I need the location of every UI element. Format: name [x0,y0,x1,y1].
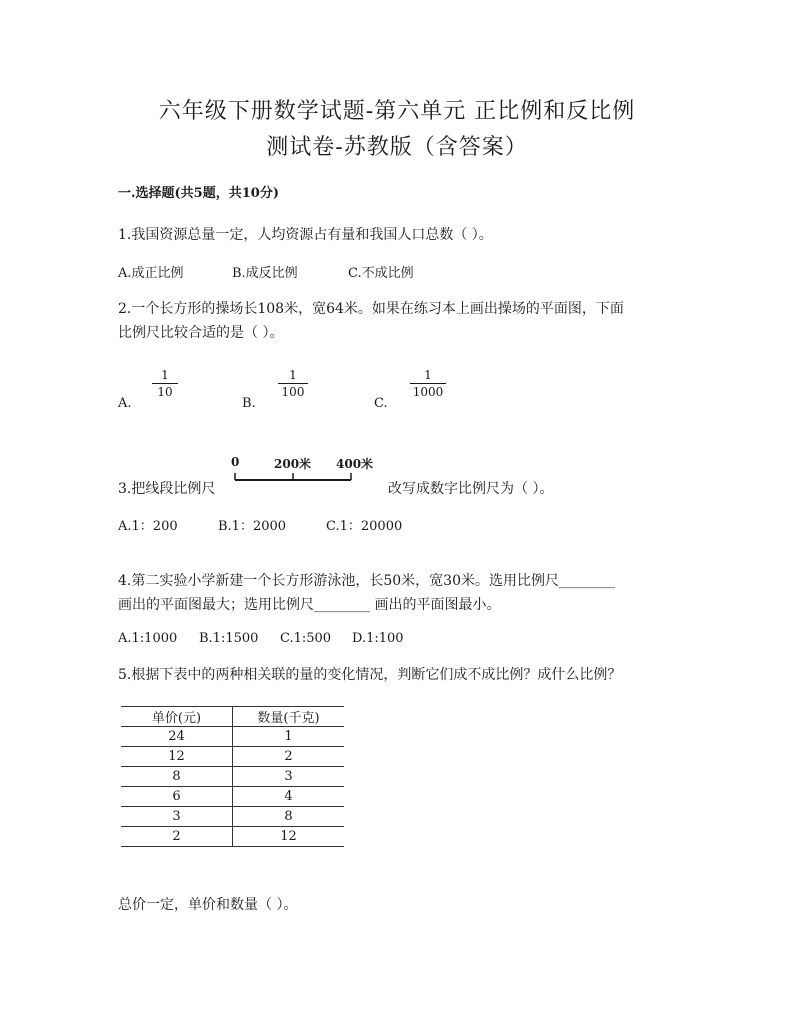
fraction-numerator: 1 [289,368,297,382]
q4-option-c: C.1:500 [280,631,332,646]
section-heading: 一.选择题(共5题，共10分) [118,186,279,201]
question-5-text: 5.根据下表中的两种相关联的量的变化情况，判断它们成不成比例？成什么比例？ [118,667,622,683]
q2-option-c-label: C. [374,396,388,411]
q2-option-a-label: A. [118,396,132,411]
cell-price: 12 [121,747,233,767]
scale-label-200: 200米 [274,457,312,471]
q2-option-c-fraction [410,368,446,399]
table-row [121,827,344,847]
q2-option-a-fraction [152,368,178,399]
q1-option-b: B.成反比例 [232,266,298,281]
price-quantity-table [121,706,344,847]
q4-option-d: D.1:100 [352,631,404,646]
table-row [121,807,344,827]
q2-option-b-label: B. [242,396,256,411]
question-3-prefix: 3.把线段比例尺 [118,481,216,497]
fraction-denominator: 100 [281,385,305,399]
q3-option-c: C.1：20000 [326,519,403,534]
cell-price: 2 [121,827,233,847]
question-4-line2: 画出的平面图最大；选用比例尺________ 画出的平面图最小。 [118,597,501,613]
header-quantity: 数量(千克) [233,707,345,727]
q1-option-c: C.不成比例 [348,266,414,281]
question-3-suffix: 改写成数字比例尺为（ ）。 [388,481,554,497]
cell-quantity: 12 [233,827,345,847]
cell-price: 24 [121,727,233,747]
fraction-denominator: 10 [157,385,173,399]
fraction-bar [278,383,308,384]
q3-option-b: B.1：2000 [218,519,287,534]
cell-price: 8 [121,767,233,787]
q4-option-a: A.1:1000 [118,631,178,646]
fraction-bar [152,383,178,384]
fraction-bar [410,383,446,384]
table-row [121,747,344,767]
scale-label-400: 400米 [336,457,374,471]
question-1-text: 1.我国资源总量一定，人均资源占有量和我国人口总数（ ）。 [118,227,493,243]
fraction-denominator: 1000 [412,385,444,399]
cell-quantity: 3 [233,767,345,787]
table-header-row [121,707,344,727]
question-2-line1: 2.一个长方形的操场长108米，宽64米。如果在练习本上画出操场的平面图，下面 [118,301,624,317]
cell-quantity: 4 [233,787,345,807]
table-row [121,727,344,747]
table-row [121,767,344,787]
fraction-numerator: 1 [161,368,169,382]
scale-label-0: 0 [231,455,240,469]
fraction-numerator: 1 [424,368,432,382]
header-unit-price: 单价(元) [121,707,233,727]
cell-quantity: 2 [233,747,345,767]
line-scale-graphic [230,470,356,484]
cell-price: 3 [121,807,233,827]
cell-price: 6 [121,787,233,807]
question-4-line1: 4.第二实验小学新建一个长方形游泳池，长50米，宽30米。选用比例尺________ [118,573,615,589]
cell-quantity: 8 [233,807,345,827]
q4-option-b: B.1:1500 [199,631,259,646]
q1-option-a: A.成正比例 [118,266,184,281]
q3-option-a: A.1：200 [118,519,178,534]
question-2-line2: 比例尺比较合适的是（ ）。 [118,325,284,341]
page-title-line2: 测试卷-苏教版（含答案） [266,135,528,160]
q2-option-b-fraction [278,368,308,399]
table-row [121,787,344,807]
cell-quantity: 1 [233,727,345,747]
page-title-line1: 六年级下册数学试题-第六单元 正比例和反比例 [158,99,636,124]
question-5-followup: 总价一定，单价和数量（ ）。 [118,897,298,913]
